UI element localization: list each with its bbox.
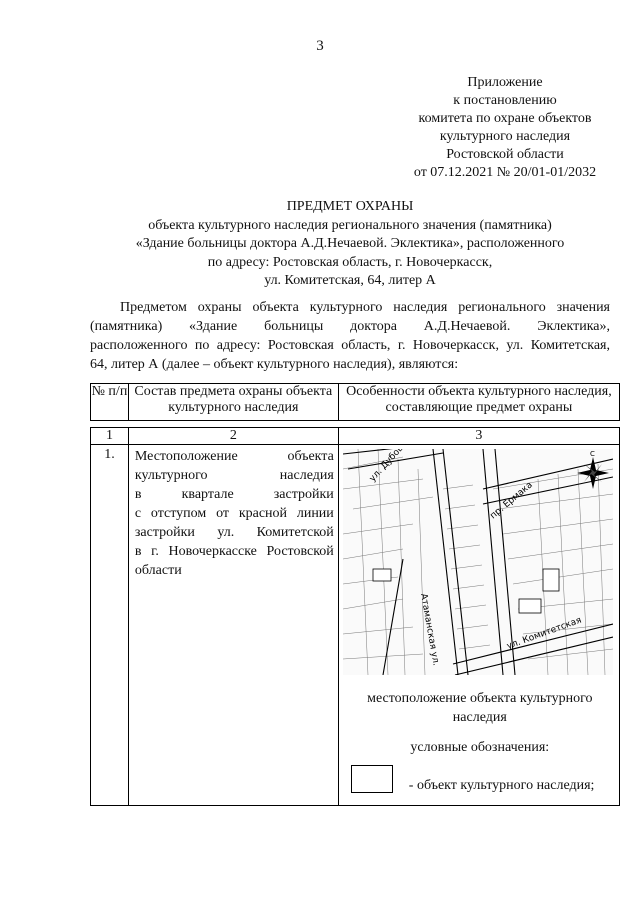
title-line: объекта культурного наследия регионального значения (памятника) [148,217,552,233]
description-line: с отступом от красной линии [134,506,334,521]
header-features: Особенности объекта культурного наследия, составляющие предмет охраны [338,384,619,421]
compass-north-label: С [589,450,595,458]
title-line: «Здание больницы доктора А.Д.Нечаевой. Эклектика», расположенного [135,236,565,251]
column-numbers-row [91,428,620,445]
page-number: 3 [316,38,324,54]
table-header-row [91,384,620,421]
intro-line: расположенного по адресу: Ростовская область, г. Новочеркасск, ул. Комитетская, [90,338,610,353]
header-composition: Состав предмета охраны объекта культурного наследия [128,384,338,421]
title-line: ул. Комитетская, 64, литер А [264,273,436,288]
intro-line: 64, литер А (далее – объект культурного наследия), являются: [90,357,459,372]
protection-table [90,383,620,806]
map-street-label: ул. Комитетская [505,615,583,652]
appendix-block [380,74,630,182]
legend-swatch [351,765,393,793]
row-number: 1. [91,445,129,806]
intro-paragraph [90,298,610,374]
col-number: 2 [128,428,338,445]
map-street-label: пр. Ермака [488,480,535,522]
appendix-line: Приложение [467,75,543,90]
appendix-line: комитета по охране объектов [418,111,592,126]
description-line: застройки ул. Комитетской [134,525,334,540]
legend-item: - объект культурного наследия; [408,778,595,793]
appendix-line: культурного наследия [439,129,571,144]
appendix-line: Ростовской области [446,147,564,162]
row-features [338,445,619,806]
appendix-line: к постановлению [453,93,557,108]
description-line: Местоположение объекта [134,449,334,464]
intro-line: (памятника) «Здание больницы доктора А.Д.Нечаевой. Эклектика», [90,319,610,334]
description-line: в г. Новочеркасске Ростовской [134,544,334,559]
description-line: в квартале застройки [134,487,334,502]
title-heading: ПРЕДМЕТ ОХРАНЫ [286,199,414,214]
table-row [91,445,620,806]
description-line: области [134,563,182,578]
map-caption: местоположение объекта культурного наследия [367,691,593,725]
intro-line: Предметом охраны объекта культурного наследия регионального значения [120,300,610,315]
col-number: 1 [91,428,129,445]
title-line: по адресу: Ростовская область, г. Новочеркасск, [207,254,493,270]
legend-title: условные обозначения: [410,740,550,755]
row-description [128,445,338,806]
col-number: 3 [338,428,619,445]
description-line: культурного наследия [134,468,334,483]
map-street-label: Атаманская ул. [417,592,441,667]
location-map [343,449,613,675]
appendix-date: от 07.12.2021 № 20/01-01/2032 [413,165,597,180]
document-title [100,198,600,291]
header-num: № п/п [91,384,129,421]
